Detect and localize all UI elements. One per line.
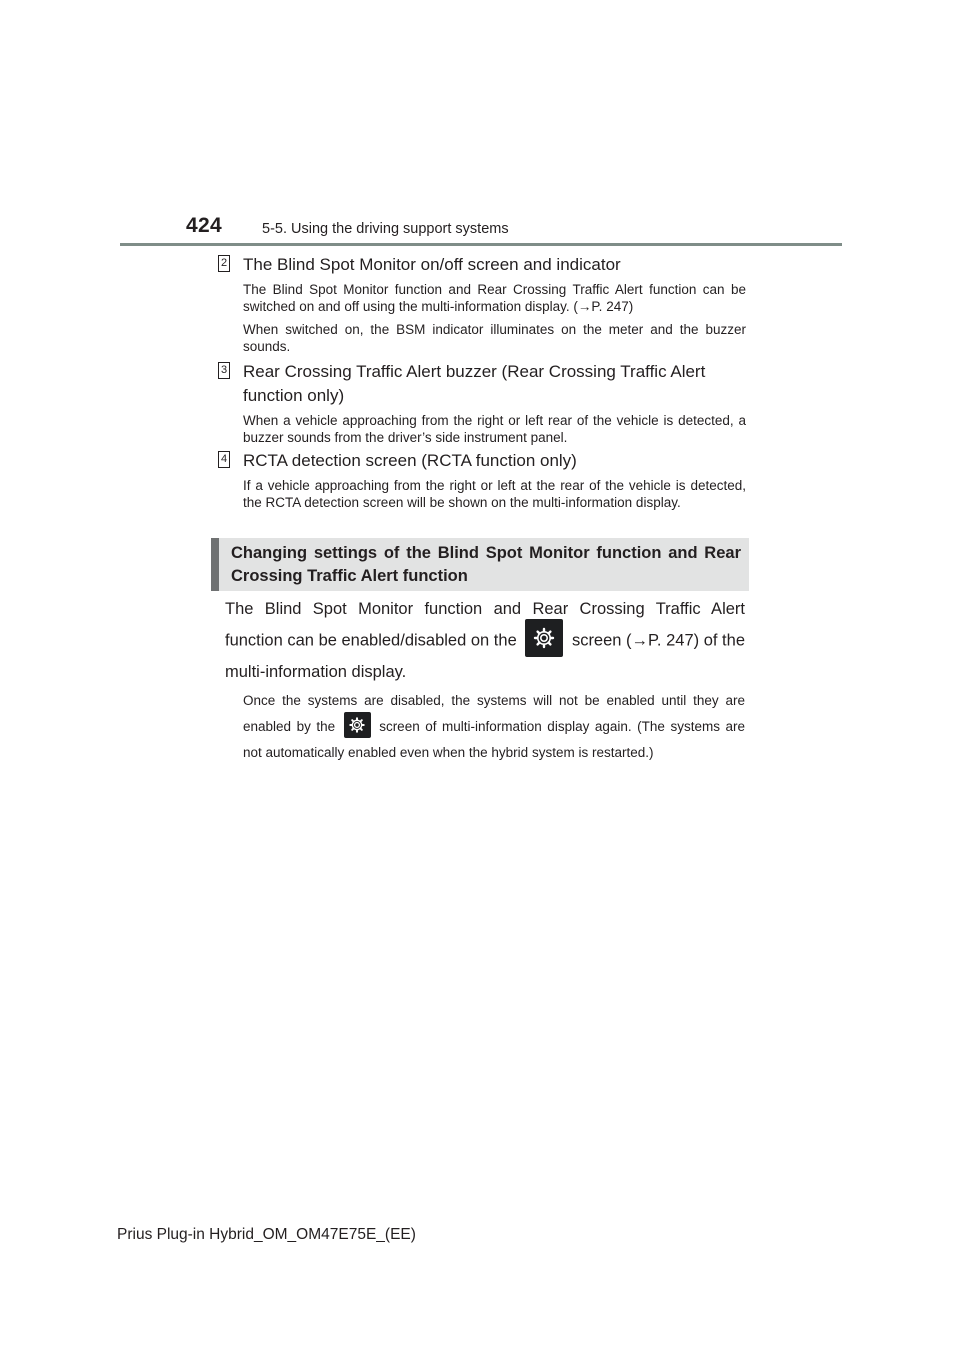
item-heading: Rear Crossing Traffic Alert buzzer (Rear Crossing Traffic Alert function only)	[243, 362, 706, 405]
settings-heading: Changing settings of the Blind Spot Monitor function and Rear Crossing Traffic Alert function	[231, 544, 741, 585]
settings-paragraph	[225, 594, 745, 688]
item-body	[243, 412, 746, 446]
item-paragraph: When switched on, the BSM indicator illuminates on the meter and the buzzer sounds.	[243, 322, 746, 354]
item-paragraph: If a vehicle approaching from the right or left at the rear of the vehicle is detected, the RCTA detection screen will be shown on the multi-information display.	[243, 478, 746, 510]
item-body	[243, 281, 746, 355]
list-item	[218, 449, 746, 517]
note-text-start: Once the systems are disabled, the systems will not be enabled until they are enabled by the	[243, 693, 745, 734]
list-item	[218, 253, 746, 361]
settings-note	[243, 688, 745, 766]
item-body	[243, 477, 746, 511]
item-number-badge: 2	[218, 255, 230, 272]
gear-icon	[344, 712, 371, 738]
item-number-badge: 3	[218, 362, 230, 379]
item-heading: RCTA detection screen (RCTA function only)	[243, 451, 577, 470]
footer-manual-id: Prius Plug-in Hybrid_OM_OM47E75E_(EE)	[117, 1226, 416, 1243]
gear-icon	[525, 619, 563, 657]
settings-text-end: screen (→P. 247) of the multi-information display.	[225, 631, 745, 681]
header-rule	[120, 243, 842, 246]
item-paragraph: When a vehicle approaching from the right or left rear of the vehicle is detected, a buzzer sounds from the driver’s side instrument panel.	[243, 413, 746, 445]
page-number: 424	[186, 214, 222, 237]
item-paragraph: The Blind Spot Monitor function and Rear Crossing Traffic Alert function can be switched on and off using the multi-information display. (→P. 247)	[243, 282, 746, 314]
note-text-end: screen of multi-information display again. (The systems are not automatically enabled even when the hybrid system is restarted.)	[243, 719, 745, 760]
item-number-badge: 4	[218, 451, 230, 468]
section-title: 5-5. Using the driving support systems	[262, 221, 509, 237]
item-heading: The Blind Spot Monitor on/off screen and indicator	[243, 255, 621, 274]
settings-text-start: The Blind Spot Monitor function and Rear Crossing Traffic Alert function can be enabled/disabled on the	[225, 600, 745, 650]
settings-heading-box	[211, 538, 749, 591]
list-item	[218, 360, 746, 452]
